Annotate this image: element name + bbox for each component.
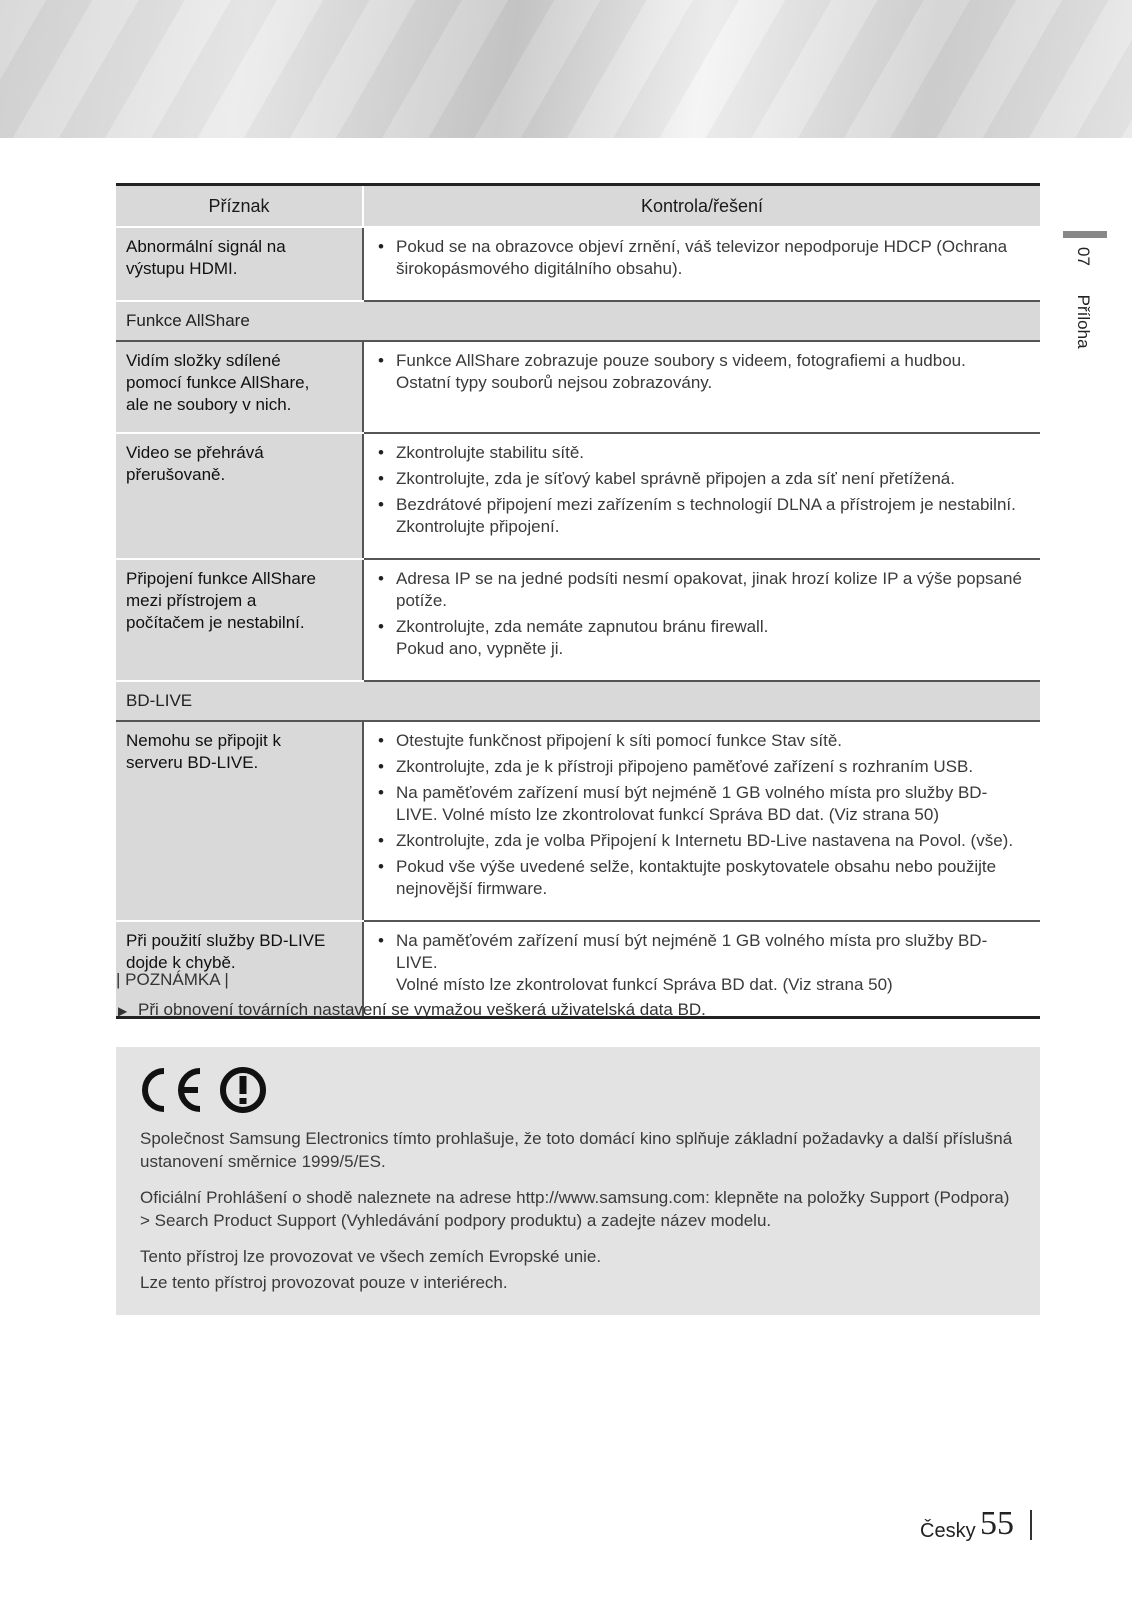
solution-list bbox=[378, 568, 1030, 660]
symptom-cell: Video se přehrává přerušovaně. bbox=[116, 433, 363, 559]
solution-text: Pokud se na obrazovce objeví zrnění, váš televizor nepodporuje HDCP (Ochrana širokopásmového digitálního obsahu). bbox=[396, 237, 1008, 278]
solution-list bbox=[378, 442, 1030, 538]
solution-cell bbox=[363, 433, 1040, 559]
table-row bbox=[116, 227, 1040, 301]
chapter-side-tab bbox=[1063, 231, 1107, 349]
solution-cell bbox=[363, 559, 1040, 681]
list-item bbox=[378, 856, 1030, 900]
solution-text: Funkce AllShare zobrazuje pouze soubory s videem, fotografiemi a hudbou. Ostatní typy souborů nejsou zobrazovány. bbox=[396, 351, 966, 392]
solution-text: Zkontrolujte stabilitu sítě. bbox=[396, 443, 585, 462]
section-title: Funkce AllShare bbox=[116, 301, 1040, 341]
solution-text: Zkontrolujte, zda je volba Připojení k Internetu BD-Live nastavena na Povol. (vše). bbox=[396, 831, 1014, 850]
table-body bbox=[116, 227, 1040, 1018]
list-item bbox=[378, 730, 1030, 752]
ce-mark-icon bbox=[140, 1065, 270, 1115]
list-item bbox=[378, 782, 1030, 826]
ce-paragraph: Lze tento přístroj provozovat pouze v interiérech. bbox=[140, 1273, 508, 1292]
solution-list bbox=[378, 730, 1030, 900]
list-item bbox=[378, 830, 1030, 852]
troubleshooting-table bbox=[116, 183, 1040, 1019]
chapter-tab-bar bbox=[1063, 231, 1107, 238]
ce-paragraph: Oficiální Prohlášení o shodě naleznete na adrese http://www.samsung.com: klepněte na položky Support (Podpora) > Search Product Support (Vyhledávání podpory produktu) a zadejte název modelu. bbox=[140, 1188, 1010, 1230]
table-row bbox=[116, 559, 1040, 681]
solution-text: Zkontrolujte, zda je k přístroji připojeno paměťové zařízení s rozhraním USB. bbox=[396, 757, 974, 776]
symptom-cell: Připojení funkce AllShare mezi přístrojem a počítačem je nestabilní. bbox=[116, 559, 363, 681]
ce-declaration-box bbox=[116, 1047, 1040, 1315]
section-title: BD-LIVE bbox=[116, 681, 1040, 721]
table-row bbox=[116, 721, 1040, 921]
header-solution: Kontrola/řešení bbox=[363, 185, 1040, 228]
solution-cell bbox=[363, 341, 1040, 433]
symptom-cell: Nemohu se připojit k serveru BD-LIVE. bbox=[116, 721, 363, 921]
list-item bbox=[378, 236, 1030, 280]
list-item bbox=[378, 494, 1030, 538]
solution-list bbox=[378, 350, 1030, 394]
solution-text: Adresa IP se na jedné podsíti nesmí opakovat, jinak hrozí kolize IP a výše popsané potíže. bbox=[396, 569, 1022, 610]
solution-list bbox=[378, 236, 1030, 280]
solution-text: Zkontrolujte, zda nemáte zapnutou bránu firewall. Pokud ano, vypněte ji. bbox=[396, 617, 769, 658]
table-section-row bbox=[116, 301, 1040, 341]
list-item bbox=[378, 616, 1030, 660]
solution-cell bbox=[363, 721, 1040, 921]
solution-list bbox=[378, 930, 1030, 996]
list-item bbox=[378, 442, 1030, 464]
ce-declaration-text bbox=[140, 1127, 1020, 1307]
table-row bbox=[116, 433, 1040, 559]
chapter-number: 07 bbox=[1074, 247, 1093, 266]
list-item bbox=[378, 930, 1030, 996]
ce-paragraph: Tento přístroj lze provozovat ve všech zemích Evropské unie. bbox=[140, 1247, 602, 1266]
header-symptom: Příznak bbox=[116, 185, 363, 228]
solution-text: Na paměťovém zařízení musí být nejméně 1 GB volného místa pro služby BD- LIVE. Volné místo lze zkontrolovat funkcí Správa BD dat. (Viz strana 50) bbox=[396, 931, 988, 994]
note-item bbox=[118, 1000, 706, 1020]
chapter-tab-text bbox=[1073, 247, 1093, 349]
table-section-row bbox=[116, 681, 1040, 721]
symptom-cell: Abnormální signál na výstupu HDMI. bbox=[116, 227, 363, 301]
solution-text: Bezdrátové připojení mezi zařízením s technologií DLNA a přístrojem je nestabilní. Zkontrolujte připojení. bbox=[396, 495, 1016, 536]
chapter-label: Příloha bbox=[1074, 294, 1093, 349]
footer-divider bbox=[1030, 1510, 1032, 1540]
table-row bbox=[116, 341, 1040, 433]
list-item bbox=[378, 350, 1030, 394]
solution-text: Otestujte funkčnost připojení k síti pomocí funkce Stav sítě. bbox=[396, 731, 842, 750]
solution-text: Pokud vše výše uvedené selže, kontaktujte poskytovatele obsahu nebo použijte nejnovější firmware. bbox=[396, 857, 997, 898]
symptom-cell: Při použití služby BD-LIVE dojde k chybě. bbox=[116, 921, 363, 1018]
page-number: 55 bbox=[980, 1505, 1014, 1542]
solution-text: Zkontrolujte, zda je síťový kabel správně připojen a zda síť není přetížená. bbox=[396, 469, 955, 488]
note-text: Při obnovení továrních nastavení se vymažou veškerá uživatelská data BD. bbox=[138, 1000, 706, 1019]
solution-text: Na paměťovém zařízení musí být nejméně 1 GB volného místa pro služby BD- LIVE. Volné místo lze zkontrolovat funkcí Správa BD dat. (Viz strana 50) bbox=[396, 783, 988, 824]
ce-paragraph: Společnost Samsung Electronics tímto prohlašuje, že toto domácí kino splňuje základní požadavky a další příslušná ustanovení směrnice 1999/5/ES. bbox=[140, 1129, 1013, 1171]
footer-language: Česky bbox=[920, 1520, 976, 1542]
list-item bbox=[378, 568, 1030, 612]
symptom-cell: Vidím složky sdílené pomocí funkce AllShare, ale ne soubory v nich. bbox=[116, 341, 363, 433]
triangle-right-icon: ▶ bbox=[118, 1004, 128, 1018]
solution-cell bbox=[363, 227, 1040, 301]
table-header-row bbox=[116, 185, 1040, 228]
list-item bbox=[378, 468, 1030, 490]
top-banner bbox=[0, 0, 1132, 138]
note-title: | POZNÁMKA | bbox=[116, 970, 229, 989]
list-item bbox=[378, 756, 1030, 778]
